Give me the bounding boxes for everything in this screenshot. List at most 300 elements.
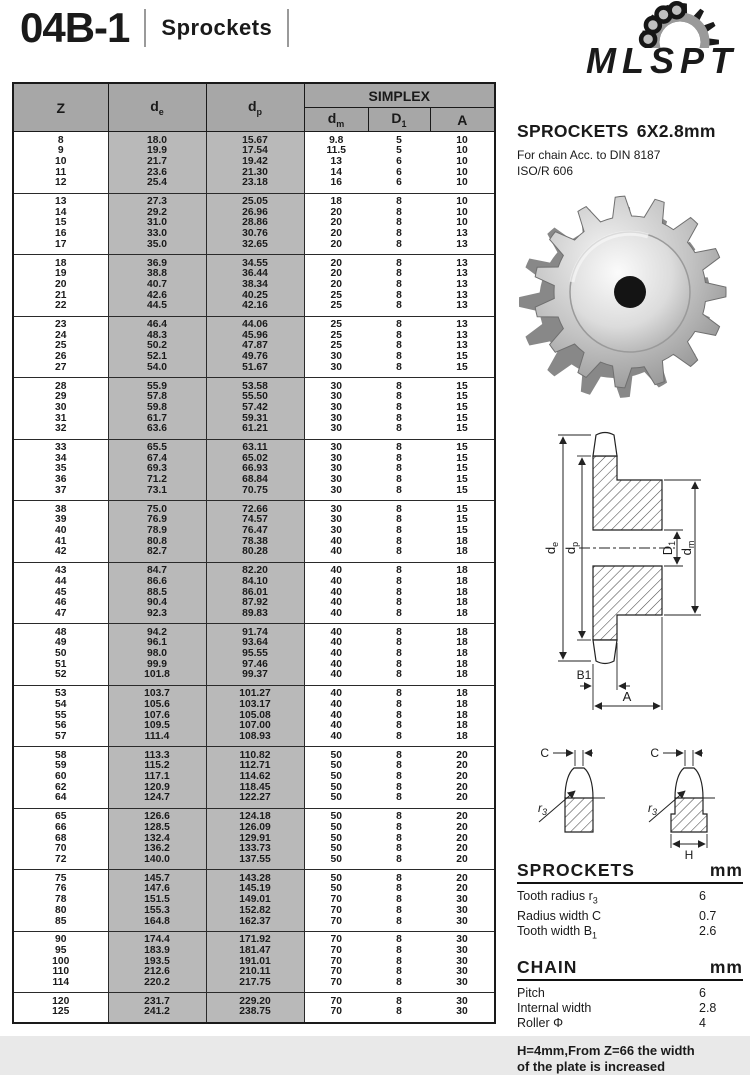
table-cell: 8 <box>396 586 402 598</box>
title-divider <box>287 9 289 47</box>
spec-row-value: 6 <box>699 986 706 1000</box>
table-cell: 8 <box>396 452 402 464</box>
col-header-a: A <box>430 108 495 132</box>
table-cell: 50 <box>330 872 342 884</box>
table-cell: 30 <box>330 391 342 403</box>
table-row <box>13 316 495 331</box>
table-cell: 18 <box>456 626 468 638</box>
table-cell: 21 <box>13 291 108 302</box>
table-cell: 76.47 <box>206 526 304 537</box>
table-cell: 20 <box>330 257 342 269</box>
table-cell: 32.65 <box>206 240 304 255</box>
table-cell: 33.0 <box>108 229 206 240</box>
spec-row-label: Pitch <box>517 986 545 1000</box>
table-cell: 193.5 <box>108 957 206 968</box>
part-number: 04B-1 <box>20 4 130 51</box>
table-cell: 57.8 <box>108 392 206 403</box>
table-cell: 15 <box>456 474 468 486</box>
table-cell: 8 <box>396 474 402 486</box>
table-cell: 15 <box>456 361 468 373</box>
table-cell: 40 <box>330 688 342 700</box>
table-cell: 47 <box>13 609 108 624</box>
table-cell: 78.9 <box>108 526 206 537</box>
table-cell: 50 <box>330 821 342 833</box>
table-cell: 23.18 <box>206 178 304 193</box>
table-cell: 5 <box>396 134 402 146</box>
table-cell: 32 <box>13 424 108 439</box>
table-cell: 212.6 <box>108 967 206 978</box>
col-header-dp: $d_p$ <box>206 83 304 132</box>
table-row <box>13 855 495 870</box>
table-cell: 93.64 <box>206 638 304 649</box>
table-cell: 18 <box>456 730 468 742</box>
table-cell: 8 <box>396 329 402 341</box>
table-group <box>13 378 495 440</box>
table-cell: 34 <box>13 454 108 465</box>
table-cell: 63.11 <box>206 439 304 454</box>
spec-row <box>517 909 743 924</box>
table-cell: 132.4 <box>108 834 206 845</box>
table-cell: 8 <box>396 535 402 547</box>
table-cell: 59.8 <box>108 403 206 414</box>
table-cell: 69.3 <box>108 464 206 475</box>
lower-plate-section <box>593 566 662 640</box>
table-cell: 18 <box>330 196 342 208</box>
table-cell: 152.82 <box>206 906 304 917</box>
table-cell: 26.96 <box>206 208 304 219</box>
note-line-1: H=4mm,From Z=66 the width <box>517 1043 695 1058</box>
table-cell: 6 <box>396 166 402 178</box>
table-cell: 6 <box>396 155 402 167</box>
table-cell: 14 <box>13 208 108 219</box>
table-cell: 22 <box>13 301 108 316</box>
table-cell: 58 <box>13 747 108 762</box>
table-cell: 87.92 <box>206 598 304 609</box>
table-cell: 53.58 <box>206 378 304 393</box>
table-cell: 112.71 <box>206 761 304 772</box>
table-cell: 20 <box>330 228 342 240</box>
table-cell: 10 <box>13 157 108 168</box>
spec-row-value: 6 <box>699 889 706 903</box>
table-group <box>13 808 495 870</box>
table-cell: 145.19 <box>206 884 304 895</box>
product-standard-1: For chain Acc. to DIN 8187 <box>517 148 661 162</box>
table-cell: 8 <box>396 977 402 989</box>
table-row <box>13 917 495 932</box>
spec-row <box>517 1016 743 1031</box>
table-row <box>13 424 495 439</box>
table-cell: 55 <box>13 711 108 722</box>
table-cell: 82.20 <box>206 562 304 577</box>
table-cell: 16 <box>330 177 342 189</box>
table-cell: 8 <box>396 821 402 833</box>
table-cell: 57.42 <box>206 403 304 414</box>
table-cell: 15 <box>456 401 468 413</box>
table-cell: 40 <box>330 575 342 587</box>
table-cell: 105.08 <box>206 711 304 722</box>
sprocket-dimensions-table <box>12 82 496 1024</box>
table-cell: 71.2 <box>108 475 206 486</box>
table-cell: 70 <box>330 944 342 956</box>
table-row <box>13 823 495 834</box>
table-cell: 55.50 <box>206 392 304 403</box>
brand-logo <box>583 2 743 85</box>
table-cell: 75 <box>13 870 108 885</box>
table-cell: 5 <box>396 145 402 157</box>
dim-label-b1: B1 <box>576 668 592 682</box>
table-cell: 25 <box>330 319 342 331</box>
table-cell: 50 <box>330 781 342 793</box>
table-cell: 136.2 <box>108 844 206 855</box>
table-cell: 20 <box>456 792 468 804</box>
table-cell: 8 <box>396 484 402 496</box>
table-cell: 17.54 <box>206 146 304 157</box>
table-cell: 8 <box>396 380 402 392</box>
table-row <box>13 378 495 393</box>
table-cell: 40 <box>330 565 342 577</box>
table-cell: 36 <box>13 475 108 486</box>
table-cell: 15 <box>456 442 468 454</box>
table-cell: 70 <box>330 1006 342 1018</box>
table-row <box>13 993 495 1008</box>
table-cell: 8 <box>396 442 402 454</box>
table-cell: 13 <box>456 268 468 280</box>
table-row <box>13 178 495 193</box>
table-group <box>13 685 495 747</box>
table-row <box>13 255 495 270</box>
page-title-word: Sprockets <box>161 15 273 40</box>
table-cell: 162.37 <box>206 917 304 932</box>
table-cell: 19 <box>13 269 108 280</box>
table-cell: 8 <box>396 319 402 331</box>
table-cell: 8 <box>396 565 402 577</box>
table-cell: 20 <box>456 853 468 865</box>
table-cell: 52 <box>13 670 108 685</box>
table-cell: 99.9 <box>108 660 206 671</box>
tooth-profile-left <box>538 746 605 832</box>
table-cell: 18 <box>456 597 468 609</box>
table-cell: 110.82 <box>206 747 304 762</box>
col-header-de: $d_e$ <box>108 83 206 132</box>
table-cell: 33 <box>13 439 108 454</box>
upper-plate-section <box>593 456 662 530</box>
table-cell: 30 <box>456 1006 468 1018</box>
table-cell: 15 <box>456 391 468 403</box>
table-cell: 30 <box>330 423 342 435</box>
table-cell: 70 <box>330 934 342 946</box>
table-row <box>13 609 495 624</box>
table-cell: 25 <box>13 341 108 352</box>
table-cell: 43 <box>13 562 108 577</box>
table-cell: 20 <box>456 883 468 895</box>
table-cell: 96.1 <box>108 638 206 649</box>
table-cell: 8 <box>396 648 402 660</box>
table-cell: 16 <box>13 229 108 240</box>
tooth-profile-diagrams <box>505 736 745 863</box>
table-cell: 18 <box>456 698 468 710</box>
table-cell: 128.5 <box>108 823 206 834</box>
table-cell: 25.05 <box>206 193 304 208</box>
table-row <box>13 240 495 255</box>
table-cell: 27 <box>13 363 108 378</box>
table-cell: 125 <box>13 1007 108 1022</box>
page-title <box>20 6 304 50</box>
table-cell: 124.18 <box>206 808 304 823</box>
table-cell: 10 <box>456 206 468 218</box>
table-cell: 61.7 <box>108 414 206 425</box>
table-cell: 42.16 <box>206 301 304 316</box>
table-cell: 52.1 <box>108 352 206 363</box>
table-cell: 40 <box>330 535 342 547</box>
table-cell: 82.7 <box>108 547 206 562</box>
spec-row-value: 0.7 <box>699 908 717 923</box>
table-cell: 15 <box>456 351 468 363</box>
table-cell: 8 <box>396 503 402 515</box>
table-cell: 12 <box>13 178 108 193</box>
table-cell: 8 <box>396 401 402 413</box>
product-standard-2: ISO/R 606 <box>517 164 574 178</box>
table-cell: 18 <box>456 607 468 619</box>
table-cell: 20 <box>456 749 468 761</box>
table-cell: 44.06 <box>206 316 304 331</box>
table-row <box>13 501 495 516</box>
table-cell: 40 <box>330 626 342 638</box>
table-cell: 40 <box>330 586 342 598</box>
table-cell: 50 <box>330 832 342 844</box>
table-row <box>13 439 495 454</box>
table-cell: 20 <box>456 760 468 772</box>
table-cell: 231.7 <box>108 993 206 1008</box>
table-cell: 101.8 <box>108 670 206 685</box>
table-cell: 36.44 <box>206 269 304 280</box>
brand-logo-graphic <box>583 2 743 80</box>
table-cell: 92.3 <box>108 609 206 624</box>
table-cell: 191.01 <box>206 957 304 968</box>
upper-tooth-section <box>593 433 617 457</box>
cross-section-graphic <box>505 418 745 736</box>
table-group <box>13 993 495 1023</box>
plate-width-note <box>517 1043 743 1075</box>
table-cell: 40 <box>330 607 342 619</box>
table-cell: 18 <box>456 575 468 587</box>
table-cell: 8 <box>396 525 402 536</box>
title-divider <box>144 9 146 47</box>
table-cell: 15.67 <box>206 132 304 147</box>
table-cell: 238.75 <box>206 1007 304 1022</box>
table-cell: 59 <box>13 761 108 772</box>
table-cell: 70 <box>330 977 342 989</box>
table-cell: 51.67 <box>206 363 304 378</box>
table-cell: 145.7 <box>108 870 206 885</box>
table-row <box>13 870 495 885</box>
table-cell: 30 <box>330 525 342 536</box>
table-cell: 70 <box>330 915 342 927</box>
table-row <box>13 547 495 562</box>
table-cell: 15 <box>456 412 468 424</box>
table-row <box>13 577 495 588</box>
table-cell: 8 <box>396 423 402 435</box>
table-cell: 8 <box>396 206 402 218</box>
table-cell: 30 <box>456 995 468 1007</box>
table-header <box>13 83 495 132</box>
table-cell: 20 <box>456 832 468 844</box>
table-cell: 18 <box>13 255 108 270</box>
table-cell: 143.28 <box>206 870 304 885</box>
sprockets-spec-section <box>517 860 743 943</box>
sprocket-photo-graphic <box>512 178 740 414</box>
spec-row-label: Roller Φ <box>517 1016 564 1030</box>
table-cell: 241.2 <box>108 1007 206 1022</box>
table-cell: 94.2 <box>108 624 206 639</box>
table-cell: 8 <box>396 843 402 855</box>
table-cell: 30 <box>456 955 468 967</box>
table-cell: 61.21 <box>206 424 304 439</box>
table-row <box>13 747 495 762</box>
table-cell: 10 <box>456 134 468 146</box>
table-cell: 76 <box>13 884 108 895</box>
table-cell: 44.5 <box>108 301 206 316</box>
dim-label-a: A <box>622 689 632 704</box>
table-cell: 80 <box>13 906 108 917</box>
table-cell: 15 <box>456 514 468 526</box>
col-header-z: Z <box>13 83 108 132</box>
table-cell: 74.57 <box>206 515 304 526</box>
table-row <box>13 685 495 700</box>
table-cell: 50 <box>13 649 108 660</box>
table-cell: 8 <box>396 966 402 978</box>
table-cell: 70 <box>330 904 342 916</box>
table-cell: 8 <box>396 730 402 742</box>
tooth-profile-right <box>648 746 715 862</box>
table-cell: 8 <box>396 340 402 352</box>
table-row <box>13 1007 495 1022</box>
table-cell: 29.2 <box>108 208 206 219</box>
table-cell: 23.6 <box>108 168 206 179</box>
table-cell: 122.27 <box>206 793 304 808</box>
table-cell: 54.0 <box>108 363 206 378</box>
table-row <box>13 700 495 711</box>
dim-label-dp: $d_p$ <box>563 541 580 555</box>
table-cell: 50 <box>330 853 342 865</box>
table-cell: 8 <box>396 894 402 906</box>
table-cell: 30.76 <box>206 229 304 240</box>
table-group <box>13 439 495 501</box>
table-cell: 13 <box>456 228 468 240</box>
table-cell: 149.01 <box>206 895 304 906</box>
table-cell: 50.2 <box>108 341 206 352</box>
table-row <box>13 793 495 808</box>
sprockets-spec-rows <box>517 889 743 943</box>
table-group <box>13 255 495 317</box>
sprockets-spec-heading <box>517 860 743 884</box>
table-cell: 95.55 <box>206 649 304 660</box>
table-cell: 13 <box>456 257 468 269</box>
table-cell: 40 <box>330 709 342 721</box>
table-cell: 14 <box>330 166 342 178</box>
table-cell: 30 <box>330 380 342 392</box>
table-cell: 13 <box>456 238 468 250</box>
table-cell: 50 <box>330 760 342 772</box>
table-group <box>13 870 495 932</box>
table-group <box>13 624 495 686</box>
table-cell: 56 <box>13 721 108 732</box>
table-cell: 51 <box>13 660 108 671</box>
table-row <box>13 946 495 957</box>
table-cell: 6 <box>396 177 402 189</box>
table-cell: 49 <box>13 638 108 649</box>
logo-text: MLSPT <box>586 40 738 81</box>
table-cell: 68.84 <box>206 475 304 486</box>
spec-row <box>517 924 743 944</box>
table-cell: 62 <box>13 783 108 794</box>
table-cell: 18 <box>456 637 468 649</box>
spec-unit: mm <box>709 957 743 977</box>
table-cell: 183.9 <box>108 946 206 957</box>
table-cell: 8 <box>396 597 402 609</box>
table-cell: 25 <box>330 300 342 312</box>
table-cell: 8 <box>396 995 402 1007</box>
table-cell: 13 <box>13 193 108 208</box>
table-cell: 70 <box>13 844 108 855</box>
table-cell: 50 <box>330 792 342 804</box>
table-group <box>13 562 495 624</box>
table-cell: 15 <box>456 525 468 536</box>
table-cell: 26 <box>13 352 108 363</box>
chain-spec-heading <box>517 957 743 981</box>
table-cell: 8 <box>396 546 402 558</box>
table-cell: 20 <box>330 238 342 250</box>
table-cell: 13 <box>330 155 342 167</box>
table-cell: 18 <box>456 669 468 681</box>
table-cell: 25 <box>330 289 342 301</box>
table-cell: 20 <box>456 811 468 823</box>
table-cell: 30 <box>456 934 468 946</box>
table-cell: 110 <box>13 967 108 978</box>
table-cell: 8 <box>396 351 402 363</box>
table-cell: 70 <box>330 995 342 1007</box>
table-row <box>13 193 495 208</box>
table-cell: 50 <box>330 811 342 823</box>
table-cell: 109.5 <box>108 721 206 732</box>
table-cell: 40 <box>330 669 342 681</box>
table-cell: 30 <box>330 361 342 373</box>
table-cell: 9.8 <box>329 134 344 146</box>
table-cell: 8 <box>396 268 402 280</box>
table-cell: 8 <box>396 196 402 208</box>
table-cell: 18 <box>456 565 468 577</box>
table-cell: 30 <box>330 463 342 475</box>
table-cell: 181.47 <box>206 946 304 957</box>
table-cell: 65.5 <box>108 439 206 454</box>
table-cell: 8 <box>396 575 402 587</box>
table-cell: 11 <box>13 168 108 179</box>
table-cell: 30 <box>456 904 468 916</box>
table-cell: 19.9 <box>108 146 206 157</box>
table-cell: 15 <box>13 218 108 229</box>
table-cell: 50 <box>330 771 342 783</box>
table-cell: 40 <box>330 658 342 670</box>
table-cell: 8 <box>396 217 402 229</box>
table-cell: 28 <box>13 378 108 393</box>
table-cell: 75.0 <box>108 501 206 516</box>
table-cell: 15 <box>456 452 468 464</box>
table-cell: 118.45 <box>206 783 304 794</box>
table-cell: 70 <box>330 955 342 967</box>
table-cell: 66 <box>13 823 108 834</box>
table-cell: 18 <box>456 546 468 558</box>
spec-row-label: Radius width C <box>517 908 602 923</box>
spec-row-value: 2.8 <box>699 1001 717 1015</box>
